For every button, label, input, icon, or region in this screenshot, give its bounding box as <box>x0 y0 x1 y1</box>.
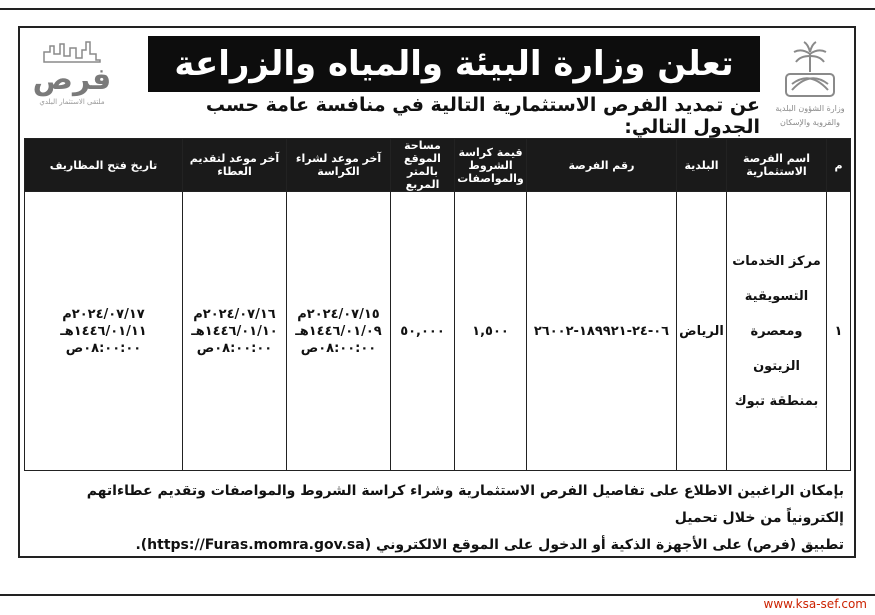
site-watermark: www.ksa-sef.com <box>763 597 867 611</box>
cell-purchase-deadline <box>287 192 391 471</box>
announcement <box>18 26 856 558</box>
col-header-index: م <box>827 139 851 192</box>
col-header-envelope-opening: تاريخ فتح المظاريف <box>25 139 183 192</box>
ministry-logo <box>772 40 848 148</box>
bid-deadline-gregorian: ٢٠٢٤/٠٧/١٦م <box>193 306 276 322</box>
furas-logo-word: فرص <box>32 62 112 97</box>
ministry-logo-text-1: وزارة الشؤون البلدية <box>775 104 845 113</box>
col-header-municipality: البلدية <box>677 139 727 192</box>
col-header-name: اسم الفرصة الاستثمارية <box>727 139 827 192</box>
ministry-logo-text-2: والقروية والإسكان <box>780 118 840 127</box>
announcement-title: تعلن وزارة البيئة والمياه والزراعة <box>148 36 760 92</box>
announcement-footer <box>24 470 850 556</box>
footer-line-2: تطبيق (فرص) على الأجهزة الذكية أو الدخول على الموقع الالكتروني (https://Furas.momra.gov.sa). <box>135 537 844 553</box>
envelope-opening-time: ٠٨:٠٠:٠٠ص <box>65 340 142 356</box>
announcement-subtitle: عن تمديد الفرص الاستثمارية التالية في منافسة عامة حسب الجدول التالي: <box>205 94 760 138</box>
cell-booklet-value: ١,٥٠٠ <box>455 192 527 471</box>
bid-deadline-hijri: ١٤٤٦/٠١/١٠هـ <box>191 323 278 339</box>
cell-bid-deadline <box>183 192 287 471</box>
cell-index: ١ <box>827 192 851 471</box>
cell-opportunity-number: ٠٦-٢٤-١٨٩٩٢١-٢٦٠٠٢ <box>527 192 677 471</box>
top-rule <box>0 8 875 10</box>
palm-swords-emblem-icon <box>780 40 840 100</box>
bid-deadline-time: ٠٨:٠٠:٠٠ص <box>196 340 273 356</box>
cell-envelope-opening <box>25 192 183 471</box>
purchase-deadline-time: ٠٨:٠٠:٠٠ص <box>300 340 377 356</box>
envelope-opening-gregorian: ٢٠٢٤/٠٧/١٧م <box>62 306 145 322</box>
footer-line-1: بإمكان الراغبين الاطلاع على تفاصيل الفرص الاستثمارية وشراء كراسة الشروط والمواصفات وتقديم عطاءاتهم إلكترونياً من خلال تحميل <box>86 483 844 526</box>
envelope-opening-hijri: ١٤٤٦/٠١/١١هـ <box>60 323 147 339</box>
col-header-bid-deadline: آخر موعد لتقديم العطاء <box>183 139 287 192</box>
bottom-rule <box>0 594 875 596</box>
cell-area: ٥٠,٠٠٠ <box>391 192 455 471</box>
col-header-opportunity-number: رقم الفرصة <box>527 139 677 192</box>
cell-municipality: الرياض <box>677 192 727 471</box>
purchase-deadline-hijri: ١٤٤٦/٠١/٠٩هـ <box>295 323 382 339</box>
skyline-icon <box>42 40 102 64</box>
furas-logo-caption: ملتقى الاستثمار البلدي <box>39 98 105 106</box>
furas-logo <box>26 40 118 140</box>
cell-opportunity-name: مركز الخدمات التسويقية ومعصرة الزيتون بمنطقة تبوك <box>727 192 827 471</box>
col-header-purchase-deadline: آخر موعد لشراء الكراسة <box>287 139 391 192</box>
col-header-booklet-value: قيمة كراسة الشروط والمواصفات <box>455 139 527 192</box>
col-header-area: مساحة الموقع بالمتر المربع <box>391 139 455 192</box>
purchase-deadline-gregorian: ٢٠٢٤/٠٧/١٥م <box>297 306 380 322</box>
table-header-row <box>25 139 851 192</box>
opportunities-table <box>24 138 851 471</box>
table-row <box>25 192 851 471</box>
